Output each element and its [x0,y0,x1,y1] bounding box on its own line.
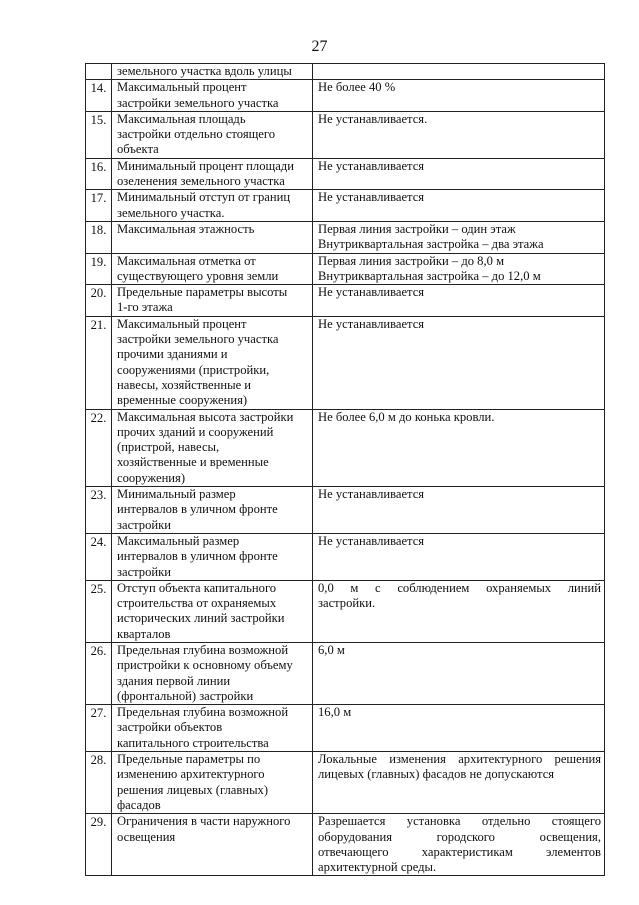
table-row [86,642,605,704]
row-number: 25. [86,580,112,642]
table-row [86,80,605,112]
parameter-value-line: Не устанавливается [318,285,425,300]
table-row [86,705,605,752]
parameter-value-line: Не устанавливается [318,158,425,173]
parameter-value-line: Первая линия застройки – один этаж [318,221,516,236]
parameter-name-line: Максимальная высота застройки [117,409,294,424]
row-number [86,64,112,80]
row-number: 20. [86,285,112,317]
parameter-value-line: Локальные изменения архитектурного решения [318,752,601,767]
parameter-name-line: изменению архитектурного [117,767,265,782]
parameter-value-line: Не устанавливается [318,533,425,548]
parameter-name-cell [112,316,313,409]
parameter-value-line: 6,0 м [318,642,345,657]
parameter-name-cell [112,705,313,752]
parameter-name-cell [112,253,313,285]
parameter-name-line: Предельная глубина возможной [117,642,289,657]
parameter-value-line: 0,0 м с соблюдением охраняемых линий [318,580,601,595]
parameter-name-line: земельного участка вдоль улицы [117,64,292,78]
parameter-value-cell [313,221,605,253]
row-number: 14. [86,80,112,112]
parameter-name-cell [112,814,313,876]
parameter-name-line: исторических линий застройки [117,611,285,626]
parameter-name-cell [112,642,313,704]
parameter-value-cell [313,64,605,80]
parameter-value-cell [313,580,605,642]
parameter-value-line: Не устанавливается. [318,111,428,126]
parameter-name-line: земельного участка. [117,205,225,220]
row-number: 18. [86,221,112,253]
table-row [86,533,605,580]
parameter-value-line: Не устанавливается [318,190,425,205]
parameter-value-cell [313,487,605,534]
parameter-value-line: Внутриквартальная застройка – до 12,0 м [318,268,541,283]
parameter-value-line: лицевых (главных) фасадов не допускаются [318,767,555,782]
row-number: 24. [86,533,112,580]
table-row [86,253,605,285]
parameter-name-line: Минимальный процент площади [117,158,294,173]
parameter-value-cell [313,285,605,317]
parameter-name-line: озеленения земельного участка [117,174,285,189]
parameter-name-cell [112,111,313,158]
parameter-name-cell [112,64,313,80]
parameter-name-line: (пристрой, навесы, [117,440,220,455]
parameter-name-cell [112,487,313,534]
parameter-name-cell [112,285,313,317]
parameter-name-cell [112,752,313,814]
parameter-value-line: оборудования городского освещения, [318,829,601,844]
parameter-name-line: Максимальный размер [117,533,240,548]
parameter-name-cell [112,80,313,112]
parameter-value-line: Внутриквартальная застройка – два этажа [318,237,544,252]
row-number: 23. [86,487,112,534]
parameter-name-line: застройки земельного участка [117,332,279,347]
parameter-value-line: отвечающего характеристикам элементов [318,844,601,859]
parameter-name-line: интервалов в уличном фронте [117,549,278,564]
parameter-value-cell [313,190,605,222]
parameter-name-line: хозяйственные и временные [117,455,269,470]
row-number: 28. [86,752,112,814]
parameter-value-line: Не устанавливается [318,487,425,502]
parameter-name-line: Минимальный отступ от границ [117,190,291,205]
parameter-name-line: объекта [117,142,159,157]
parameter-value-cell [313,316,605,409]
table-row [86,158,605,190]
parameter-name-line: 1-го этажа [117,300,173,315]
row-number: 21. [86,316,112,409]
parameter-name-line: строительства от охраняемых [117,596,277,611]
parameter-value-line: Разрешается установка отдельно стоящего [318,814,601,829]
parameter-name-line: Предельные параметры по [117,752,261,767]
parameter-name-line: освещения [117,829,176,844]
parameters-table-body [86,64,605,876]
parameter-value-cell [313,409,605,486]
parameter-name-cell [112,580,313,642]
parameter-name-line: сооружениями (пристройки, [117,362,270,377]
parameter-name-line: застройки отдельно стоящего [117,127,276,142]
parameter-name-line: Максимальная этажность [117,221,255,236]
row-number: 22. [86,409,112,486]
row-number: 19. [86,253,112,285]
parameter-value-line: архитектурной среды. [318,860,437,875]
table-row [86,221,605,253]
parameter-value-line: Первая линия застройки – до 8,0 м [318,253,505,268]
parameter-name-line: застройки [117,564,172,579]
parameter-value-line: Не устанавливается [318,316,425,331]
parameter-value-cell [313,111,605,158]
parameter-name-line: Максимальная отметка от [117,253,256,268]
parameter-name-line: Ограничения в части наружного [117,814,291,829]
parameter-value-cell [313,158,605,190]
parameter-value-cell [313,642,605,704]
table-row [86,285,605,317]
parameter-name-line: Максимальный процент [117,80,247,95]
parameter-value-cell [313,253,605,285]
parameter-name-line: капитального строительства [117,735,269,750]
parameter-name-line: существующего уровня земли [117,268,279,283]
parameter-value-cell [313,814,605,876]
parameter-value-line: застройки. [318,596,376,611]
parameter-value-cell [313,752,605,814]
table-row [86,409,605,486]
parameter-value-cell [313,80,605,112]
parameter-name-cell [112,158,313,190]
parameter-name-cell [112,533,313,580]
parameter-name-line: Отступ объекта капитального [117,580,277,595]
parameter-name-line: Предельная глубина возможной [117,705,289,720]
parameter-value-cell [313,705,605,752]
parameter-name-line: Максимальный процент [117,316,247,331]
table-row [86,64,605,80]
parameter-name-cell [112,190,313,222]
parameter-name-line: застройки [117,517,172,532]
parameters-table [85,63,605,876]
table-row [86,814,605,876]
parameter-name-line: пристройки к основному объему [117,658,293,673]
parameter-name-line: прочими зданиями и [117,347,228,362]
row-number: 27. [86,705,112,752]
table-row [86,752,605,814]
parameter-name-line: кварталов [117,626,171,641]
parameter-name-line: решения лицевых (главных) [117,782,269,797]
parameter-name-line: фасадов [117,797,161,812]
parameter-value-line: 16,0 м [318,705,352,720]
table-row [86,190,605,222]
parameter-name-line: Предельные параметры высоты [117,285,288,300]
row-number: 29. [86,814,112,876]
row-number: 16. [86,158,112,190]
parameter-value-line: Не более 6,0 м до конька кровли. [318,409,495,424]
table-row [86,111,605,158]
page-number: 27 [311,38,328,55]
row-number: 26. [86,642,112,704]
parameter-name-line: (фронтальной) застройки [117,688,254,703]
table-row [86,316,605,409]
parameter-name-line: здания первой линии [117,673,231,688]
parameter-name-line: интервалов в уличном фронте [117,502,278,517]
parameter-name-line: Максимальная площадь [117,111,246,126]
parameter-name-line: временные сооружения) [117,393,248,408]
parameter-name-line: навесы, хозяйственные и [117,377,252,392]
row-number: 17. [86,190,112,222]
parameter-name-line: сооружения) [117,470,186,485]
parameter-name-line: застройки земельного участка [117,95,279,110]
table-row [86,580,605,642]
parameter-name-cell [112,409,313,486]
parameter-name-line: застройки объектов [117,720,223,735]
parameter-value-line: Не более 40 % [318,80,396,95]
parameter-name-line: прочих зданий и сооружений [117,424,274,439]
table-row [86,487,605,534]
parameter-name-line: Минимальный размер [117,487,236,502]
parameter-value-cell [313,533,605,580]
parameter-name-cell [112,221,313,253]
row-number: 15. [86,111,112,158]
